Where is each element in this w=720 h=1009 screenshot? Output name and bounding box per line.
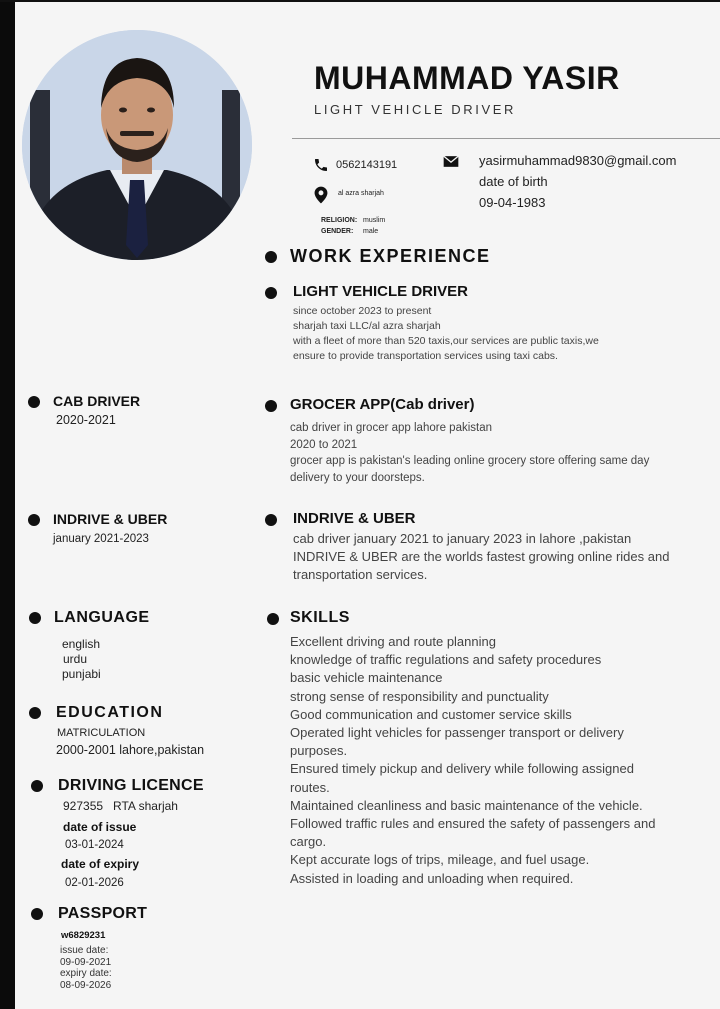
envelope-icon bbox=[443, 155, 459, 168]
phone-number: 0562143191 bbox=[336, 159, 398, 171]
bullet-dot bbox=[28, 396, 40, 408]
bullet-dot bbox=[28, 514, 40, 526]
work-experience-heading: WORK EXPERIENCE bbox=[290, 246, 491, 266]
location-pin-icon bbox=[313, 186, 329, 204]
left-role-years: 2020-2021 bbox=[56, 413, 116, 427]
job-title: GROCER APP(Cab driver) bbox=[290, 396, 475, 413]
education-degree: MATRICULATION bbox=[57, 727, 146, 739]
left-role-years: january 2021-2023 bbox=[53, 533, 149, 545]
language-list: english urdu punjabi bbox=[62, 637, 101, 681]
bullet-dot bbox=[267, 613, 279, 625]
passport-number: w6829231 bbox=[61, 930, 106, 941]
education-detail: 2000-2001 lahore,pakistan bbox=[56, 743, 205, 757]
location-text: al azra sharjah bbox=[338, 190, 384, 197]
left-role-title: CAB DRIVER bbox=[53, 393, 141, 409]
skills-heading: SKILLS bbox=[290, 609, 350, 626]
gender-value: male bbox=[363, 228, 379, 235]
licence-heading: DRIVING LICENCE bbox=[58, 777, 204, 794]
bullet-dot bbox=[29, 612, 41, 624]
bullet-dot bbox=[31, 780, 43, 792]
bullet-dot bbox=[29, 707, 41, 719]
phone-icon bbox=[313, 157, 329, 173]
bullet-dot bbox=[265, 251, 277, 263]
bullet-dot bbox=[265, 514, 277, 526]
profile-portrait bbox=[22, 30, 252, 260]
bullet-dot bbox=[265, 400, 277, 412]
bullet-dot bbox=[31, 908, 43, 920]
education-heading: EDUCATION bbox=[56, 704, 164, 721]
licence-number: 927355 RTA sharjah bbox=[63, 799, 178, 813]
licence-issue-label: date of issue bbox=[63, 820, 137, 834]
licence-issue-value: 03-01-2024 bbox=[65, 839, 124, 851]
header-divider bbox=[292, 138, 720, 139]
skills-list: Excellent driving and route planning knowledge of traffic regulations and safety procedures basic vehicle maintenance strong sense of responsibility and punctuality Good communication and customer service skills Operated light vehicles for passenger transport or delivery purposes. Ensured timely pickup and delivery while following assigned routes. Maintained cleanliness and basic maintenance of the vehicle. Followed traffic rules and ensured the safety of passengers and cargo. Kept accurate logs of trips, mileage, and fuel usage. Assisted in loading and unloading when required. bbox=[290, 634, 656, 886]
passport-dates: issue date: 09-09-2021 expiry date: 08-09-2026 bbox=[60, 945, 112, 991]
candidate-title: LIGHT VEHICLE DRIVER bbox=[314, 102, 517, 117]
licence-expiry-value: 02-01-2026 bbox=[65, 877, 124, 889]
religion-value: muslim bbox=[363, 217, 386, 224]
dob-label: date of birth bbox=[479, 174, 548, 189]
email-address: yasirmuhammad9830@gmail.com bbox=[479, 153, 677, 168]
religion-label: RELIGION: bbox=[321, 217, 358, 224]
job-title: INDRIVE & UBER bbox=[293, 510, 416, 527]
job-description: cab driver in grocer app lahore pakistan 2020 to 2021 grocer app is pakistan's leading online grocery store offering same day delivery to your doorsteps. bbox=[290, 422, 650, 484]
profile-photo bbox=[22, 30, 252, 260]
candidate-name: MUHAMMAD YASIR bbox=[314, 60, 620, 96]
gender-label: GENDER: bbox=[321, 228, 354, 235]
passport-heading: PASSPORT bbox=[58, 905, 148, 922]
left-role-title: INDRIVE & UBER bbox=[53, 511, 168, 527]
job-title: LIGHT VEHICLE DRIVER bbox=[293, 283, 469, 300]
dob-value: 09-04-1983 bbox=[479, 195, 546, 210]
top-border bbox=[0, 0, 720, 2]
language-heading: LANGUAGE bbox=[54, 609, 150, 626]
job-description: since october 2023 to present sharjah taxi LLC/al azra sharjah with a fleet of more than 520 taxis,our services are public taxis,we ensure to provide transportation services using taxi cabs. bbox=[293, 305, 599, 362]
licence-expiry-label: date of expiry bbox=[61, 857, 140, 871]
bullet-dot bbox=[265, 287, 277, 299]
left-edge-bar bbox=[0, 0, 15, 1009]
job-description: cab driver january 2021 to january 2023 in lahore ,pakistan INDRIVE & UBER are the worlds fastest growing online rides and transportation services. bbox=[293, 531, 670, 583]
